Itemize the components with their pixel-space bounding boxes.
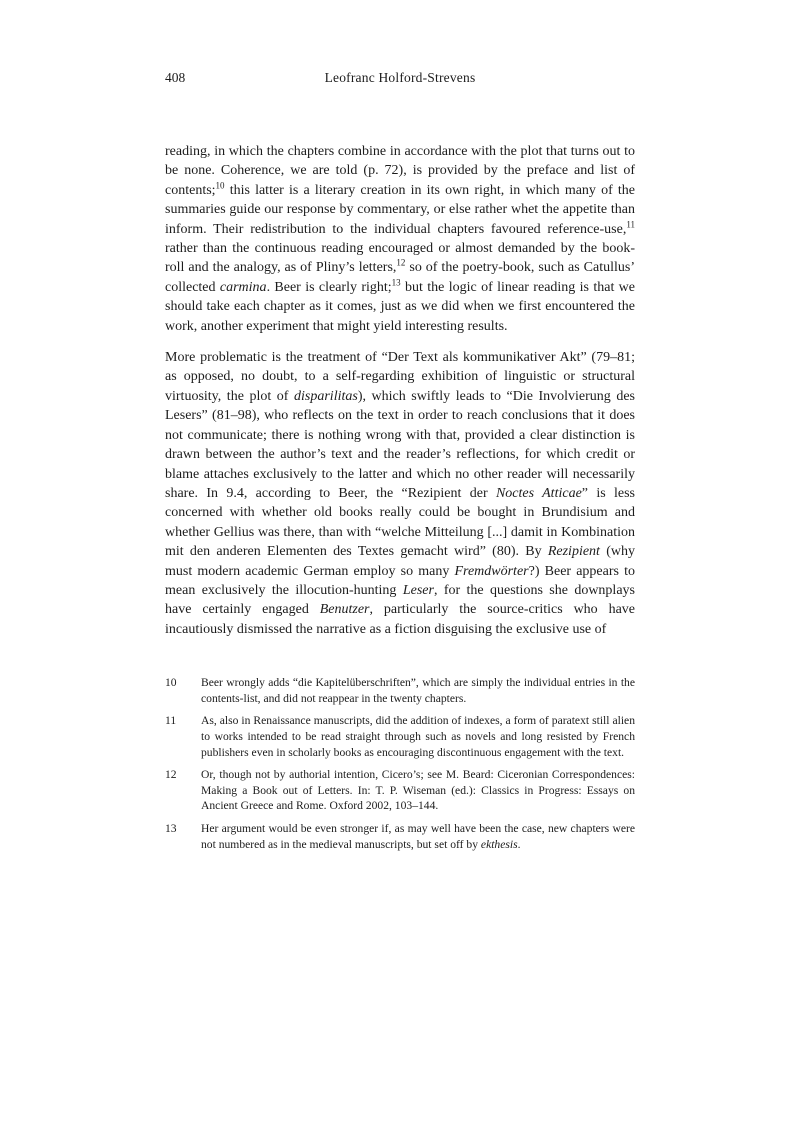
page-number: 408 [165,70,186,85]
paragraph-2: More problematic is the treatment of “Der Text als kommunikativer Akt” (79–81; as opposed, no doubt, to a self-regarding exhibition of linguistic or structural virtuosity, the plot of disparilitas), which swiftly leads to “Die Involvierung des Lesers” (81–98), who reflects on the text in order to reach conclusions that it does not communicate; there is nothing wrong with that, provided a clear distinction is drawn between the author’s text and the reader’s reflections, for which credit or blame attaches exclusively to the latter and which no other reader will necessarily share. In 9.4, according to Beer, the “Rezipient der Noctes Atticae” is less concerned with whether old books really could be bought in Brundisium and whether Gellius was there, than with “welche Mitteilung [...] damit in Kombination mit den anderen Elementen des Textes gemacht wird” (80). By Rezipient (why must modern academic German employ so many Fremdwörter?) Beer appears to mean exclusively the illocution-hunting Leser, for the questions she downplays have certainly engaged Benutzer, particularly the source-critics who have incautiously dismissed the narrative as a fiction disguising the exclusive use of [165,350,636,637]
paragraph-1: reading, in which the chapters combine in accordance with the plot that turns out to be none. Coherence, we are told (p. 72), is provided by the preface and list of contents;$^{10}$ this latter is a literary creation in its own right, in which many of the summaries guide our response by commentary, or else rather whet the appetite than inform. Their redistribution to the individual chapters favoured reference-use,$^{11}$ rather than the continuous reading encouraged or almost demanded by the book-roll and the analogy, as of Pliny’s letters,$^{12}$ so of the poetry-book, such as Catullus’ collected carmina. Beer is clearly right;$^{13}$ but the logic of linear reading is that we should take each chapter as it comes, just as we did when we first encountered the work, another experiment that might yield interesting results. [165,144,636,334]
page-header [165,70,635,88]
footnote-11 [165,713,635,760]
running-head: Leofranc Holford-Strevens [324,70,476,85]
footnote-number: 11 [165,714,177,728]
footnote-number: 10 [165,676,177,690]
footnote-text: Or, though not by authorial intention, Cicero’s; see M. Beard: Ciceronian Correspondences: Making a Book out of Letters. In: T. P. Wiseman (ed.): Classics in Progress: Essays on Ancient Greece and Rome. Oxford 2002, 103–144. [201,768,635,813]
footnote-10 [165,675,635,706]
footnote-text: As, also in Renaissance manuscripts, did the addition of indexes, a form of paratext still alien to works intended to be read straight through such as novels and long resisted by French publishers even in scholarly books as encouraging discontinuous engagement with the text. [201,714,635,759]
footnote-12 [165,767,635,814]
footnote-number: 12 [165,768,177,782]
footnote-text: Her argument would be even stronger if, as may well have been the case, new chapters were not numbered as in the medieval manuscripts, but set off by ekthesis. [201,821,635,851]
footnote-text: Beer wrongly adds “die Kapitelüberschriften”, which are simply the individual entries in the contents-list, and did not reappear in the twenty chapters. [201,676,635,705]
footnotes-section [165,675,635,852]
body-text [165,142,635,859]
footnote-number: 13 [165,821,177,835]
footnote-13 [165,821,635,852]
